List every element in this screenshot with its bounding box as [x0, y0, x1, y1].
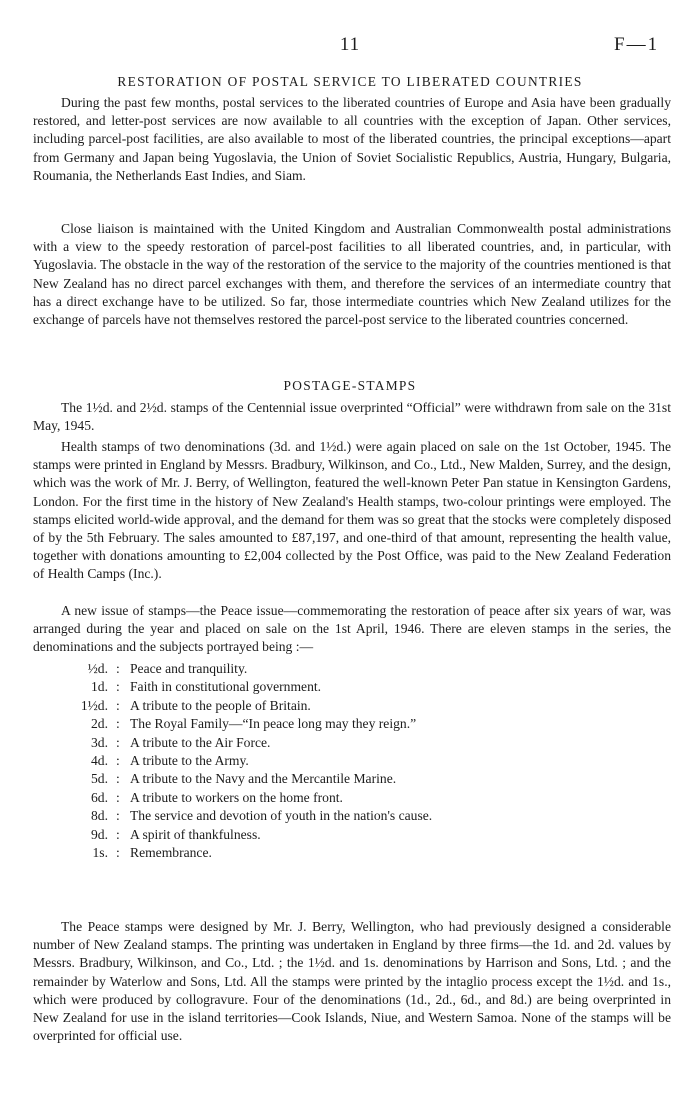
stamp-denomination: 9d.	[91, 826, 108, 842]
stamp-denomination: 1d.	[91, 679, 108, 695]
stamp-subject: A tribute to the people of Britain.	[130, 697, 311, 713]
stamp-subject: Peace and tranquility.	[130, 661, 248, 676]
stamp-subject: A tribute to the Navy and the Mercantile Marine.	[130, 771, 397, 787]
paragraph: Close liaison is maintained with the United Kingdom and Australian Commonwealth postal administrations with a view to the speedy restoration of parcel-post facilities to all liberated countries, and, in particular, with Yugoslavia. The obstacle in the way of the restoration of the service to the majority of the countries mentioned is that New Zealand has no direct parcel exchanges with them, and therefore the services of an intermediate country that has a direct exchange have to be utilized. So far, those intermediate countries which New Zealand utilizes for the exchange of parcels have not themselves restored the parcel-post service to the liberated countries concerned.	[33, 221, 671, 328]
list-separator: :	[116, 789, 120, 805]
stamp-denomination: 1½d.	[80, 697, 108, 713]
page-number: 11	[339, 34, 361, 55]
paragraph: During the past few months, postal services to the liberated countries of Europe and Asia have been gradually restored, and letter-post services are now available to all countries with the exception of Japan. Other services, including parcel-post facilities, are also available to most of the liberated countries, the principal exceptions—apart from Germany and Japan being Yugoslavia, the Union of Soviet Socialistic Republics, Austria, Hungary, Bulgaria, Roumania, the Netherlands East Indies, and Siam.	[33, 95, 671, 183]
list-separator: :	[116, 697, 120, 713]
paragraph: The 1½d. and 2½d. stamps of the Centennial issue overprinted “Official” were withdrawn from sale on the 31st May, 1945.	[33, 400, 671, 434]
stamp-denomination: 4d.	[91, 753, 108, 769]
paragraph: Health stamps of two denominations (3d. and 1½d.) were again placed on sale on the 1st October, 1945. The stamps were printed in England by Messrs. Bradbury, Wilkinson, and Co., Ltd., New Malden, Surrey, and the design, which was the work of Mr. J. Berry, of Wellington, featured the well-known Peter Pan statue in Kensington Gardens, London. For the first time in the history of New Zealand's Health stamps, two-colour printings were employed. The stamps elicited world-wide approval, and the demand for them was so great that the stocks were completely disposed of by the 5th February. The sales amounted to £87,197, and one-third of that amount, representing the health value, together with donations amounting to £2,004 collected by the Post Office, was paid to the New Zealand Federation of Health Camps (Inc.).	[33, 439, 671, 582]
stamp-subject: The service and devotion of youth in the nation's cause.	[130, 808, 433, 824]
paragraph: The Peace stamps were designed by Mr. J. Berry, Wellington, who had previously designed a considerable number of New Zealand stamps. The printing was undertaken in England by three firms—the 1d. and 2d. values by Messrs. Bradbury, Wilkinson, and Co., Ltd. ; the 1½d. and 1s. denominations by Harrison and Sons, Ltd. ; and the remainder by Waterlow and Sons, Ltd. All the stamps were printed by the intaglio process except the 1½d. and 1s., which were produced by collogravure. Four of the denominations (1d., 2d., 6d., and 8d.) are being overprinted in New Zealand for use in the island territories—Cook Islands, Niue, and Western Samoa. None of the stamps will be overprinted for official use.	[33, 919, 671, 1044]
stamp-denomination: ½d.	[87, 661, 108, 676]
stamp-list-item	[52, 826, 652, 844]
stamp-denomination: 8d.	[91, 808, 108, 824]
stamp-subject: Faith in constitutional government.	[130, 679, 322, 695]
list-separator: :	[116, 716, 120, 732]
list-separator: :	[116, 753, 120, 769]
section-heading-postal-restoration: RESTORATION OF POSTAL SERVICE TO LIBERATED COUNTRIES	[117, 74, 583, 89]
list-separator: :	[116, 734, 120, 750]
stamp-subject: The Royal Family—“In peace long may they reign.”	[130, 716, 417, 732]
stamp-denomination: 2d.	[91, 716, 108, 732]
stamp-denomination: 3d.	[91, 734, 108, 750]
list-separator: :	[116, 679, 120, 695]
list-separator: :	[116, 661, 120, 676]
list-separator: :	[116, 771, 120, 787]
peace-stamp-list	[52, 660, 652, 862]
stamp-subject: A tribute to the Army.	[130, 753, 249, 769]
list-separator: :	[116, 808, 120, 824]
stamp-list-item	[52, 734, 652, 752]
stamp-subject: Remembrance.	[130, 845, 212, 861]
stamp-list-item	[52, 844, 652, 862]
stamp-subject: A tribute to workers on the home front.	[130, 789, 343, 805]
section-heading-postage-stamps: POSTAGE-STAMPS	[283, 378, 417, 393]
stamp-denomination: 6d.	[91, 789, 108, 805]
stamp-subject: A tribute to the Air Force.	[130, 734, 271, 750]
stamp-list-item	[52, 770, 652, 788]
list-separator: :	[116, 826, 120, 842]
stamp-list-item	[52, 752, 652, 770]
paragraph: A new issue of stamps—the Peace issue—commemorating the restoration of peace after six years of war, was arranged during the year and placed on sale on the 1st April, 1946. There are eleven stamps in the series, the denominations and the subjects portrayed being :—	[33, 603, 671, 655]
stamp-list-item	[52, 807, 652, 825]
stamp-denomination: 1s.	[92, 845, 108, 861]
stamp-list-item	[52, 789, 652, 807]
stamp-list-item	[52, 678, 652, 696]
stamp-list-item	[52, 715, 652, 733]
list-separator: :	[116, 845, 120, 861]
stamp-denomination: 5d.	[91, 771, 108, 787]
stamp-list-item	[52, 660, 652, 678]
stamp-list-item	[52, 697, 652, 715]
stamp-subject: A spirit of thankfulness.	[130, 826, 261, 842]
section-code: F—1	[614, 34, 660, 55]
